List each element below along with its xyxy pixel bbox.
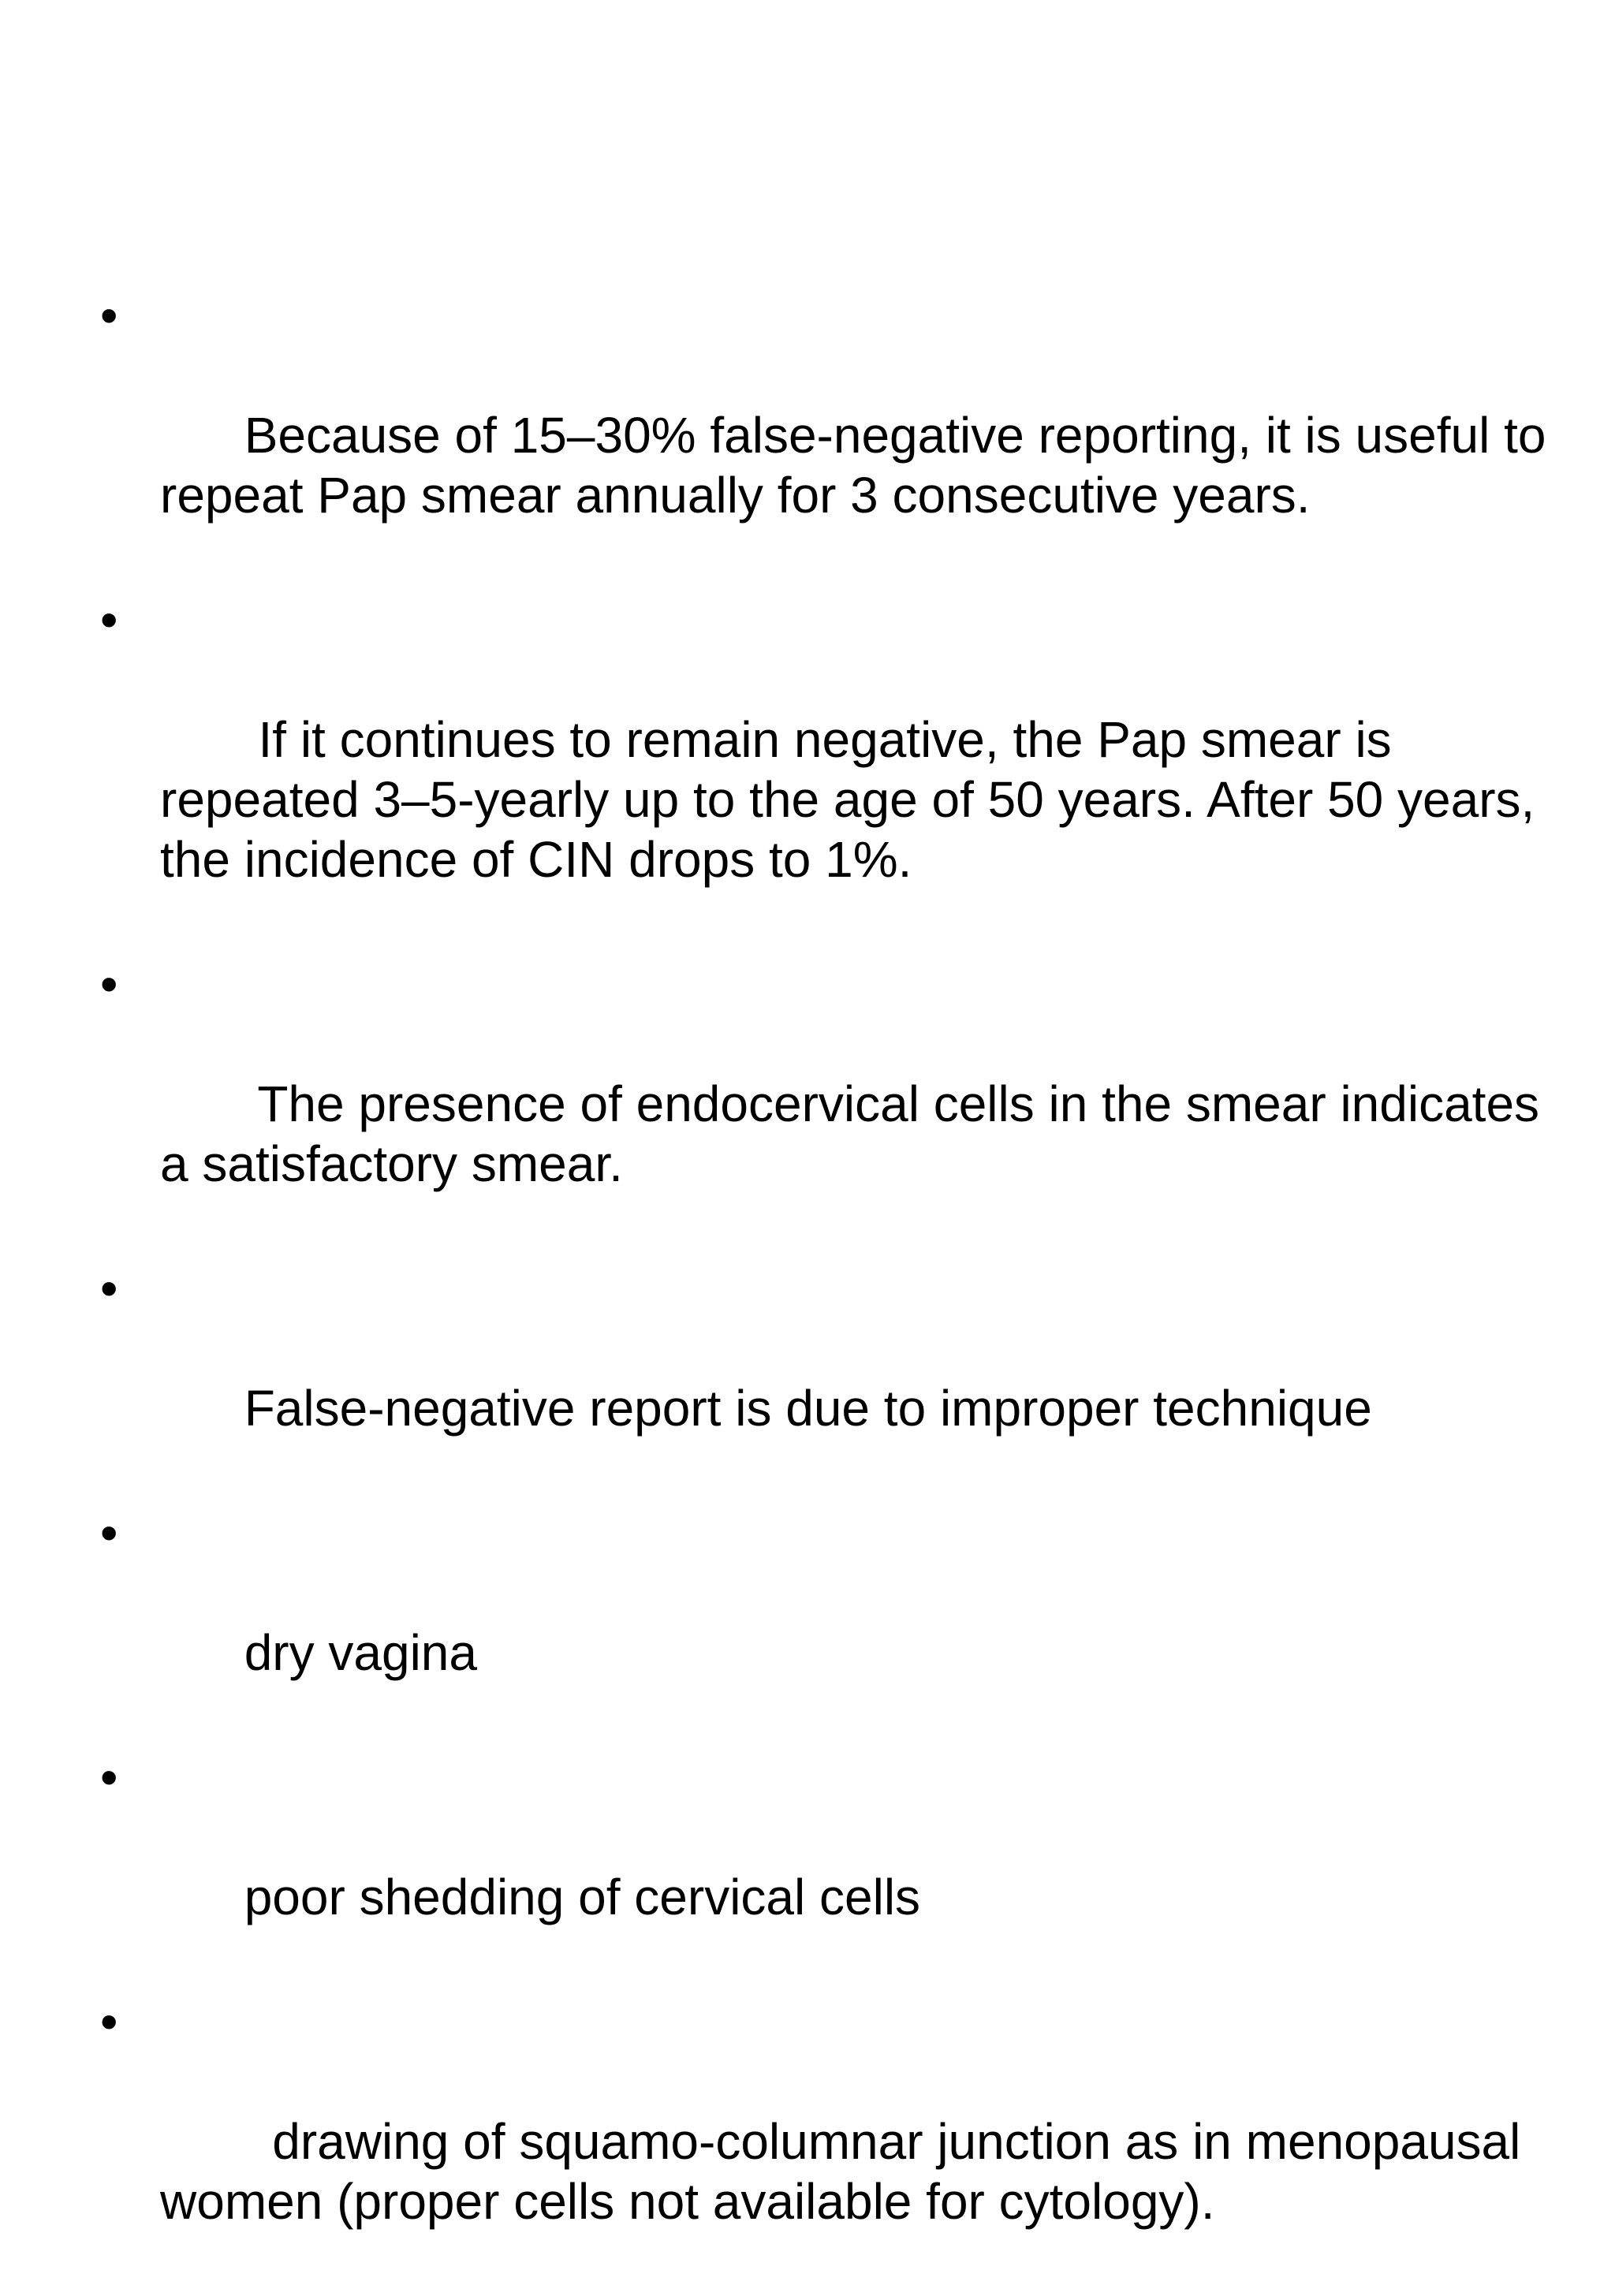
bullet-item-1 xyxy=(100,285,1559,585)
bullet-text-3: The presence of endocervical cells in the smear indicates a satisfactory smear. xyxy=(160,1075,1553,1192)
bullet-text-4: False-negative report is due to improper technique xyxy=(244,1380,1372,1437)
bullet-item-4 xyxy=(100,1258,1559,1498)
bullet-item-2 xyxy=(100,590,1559,949)
bullet-item-5 xyxy=(100,1503,1559,1742)
bullet-icon: • xyxy=(100,287,118,344)
bullet-text-5: dry vagina xyxy=(244,1624,477,1681)
bullet-item-7 xyxy=(100,1992,1559,2291)
bullet-item-3 xyxy=(100,954,1559,1254)
bullet-item-6 xyxy=(100,1747,1559,1987)
bullet-icon: • xyxy=(100,591,118,648)
bullet-icon: • xyxy=(100,1993,118,2050)
bullet-text-7: drawing of squamo-columnar junction as in menopausal women (proper cells not available for cytology). xyxy=(160,2113,1535,2230)
bullet-icon: • xyxy=(100,1749,118,1806)
bullet-list xyxy=(100,285,1559,2296)
bullet-icon: • xyxy=(100,1260,118,1317)
bullet-text-2: If it continues to remain negative, the Pap smear is repeated 3–5-yearly up to the age of 50 years. After 50 years, the incidence of CIN drops to 1%. xyxy=(160,711,1550,888)
bullet-icon: • xyxy=(100,1504,118,1561)
bullet-icon: • xyxy=(100,956,118,1012)
bullet-text-6: poor shedding of cervical cells xyxy=(244,1869,921,1925)
bullet-text-1: Because of 15–30% false-negative reporting, it is useful to repeat Pap smear annually for 3 consecutive years. xyxy=(160,407,1561,524)
